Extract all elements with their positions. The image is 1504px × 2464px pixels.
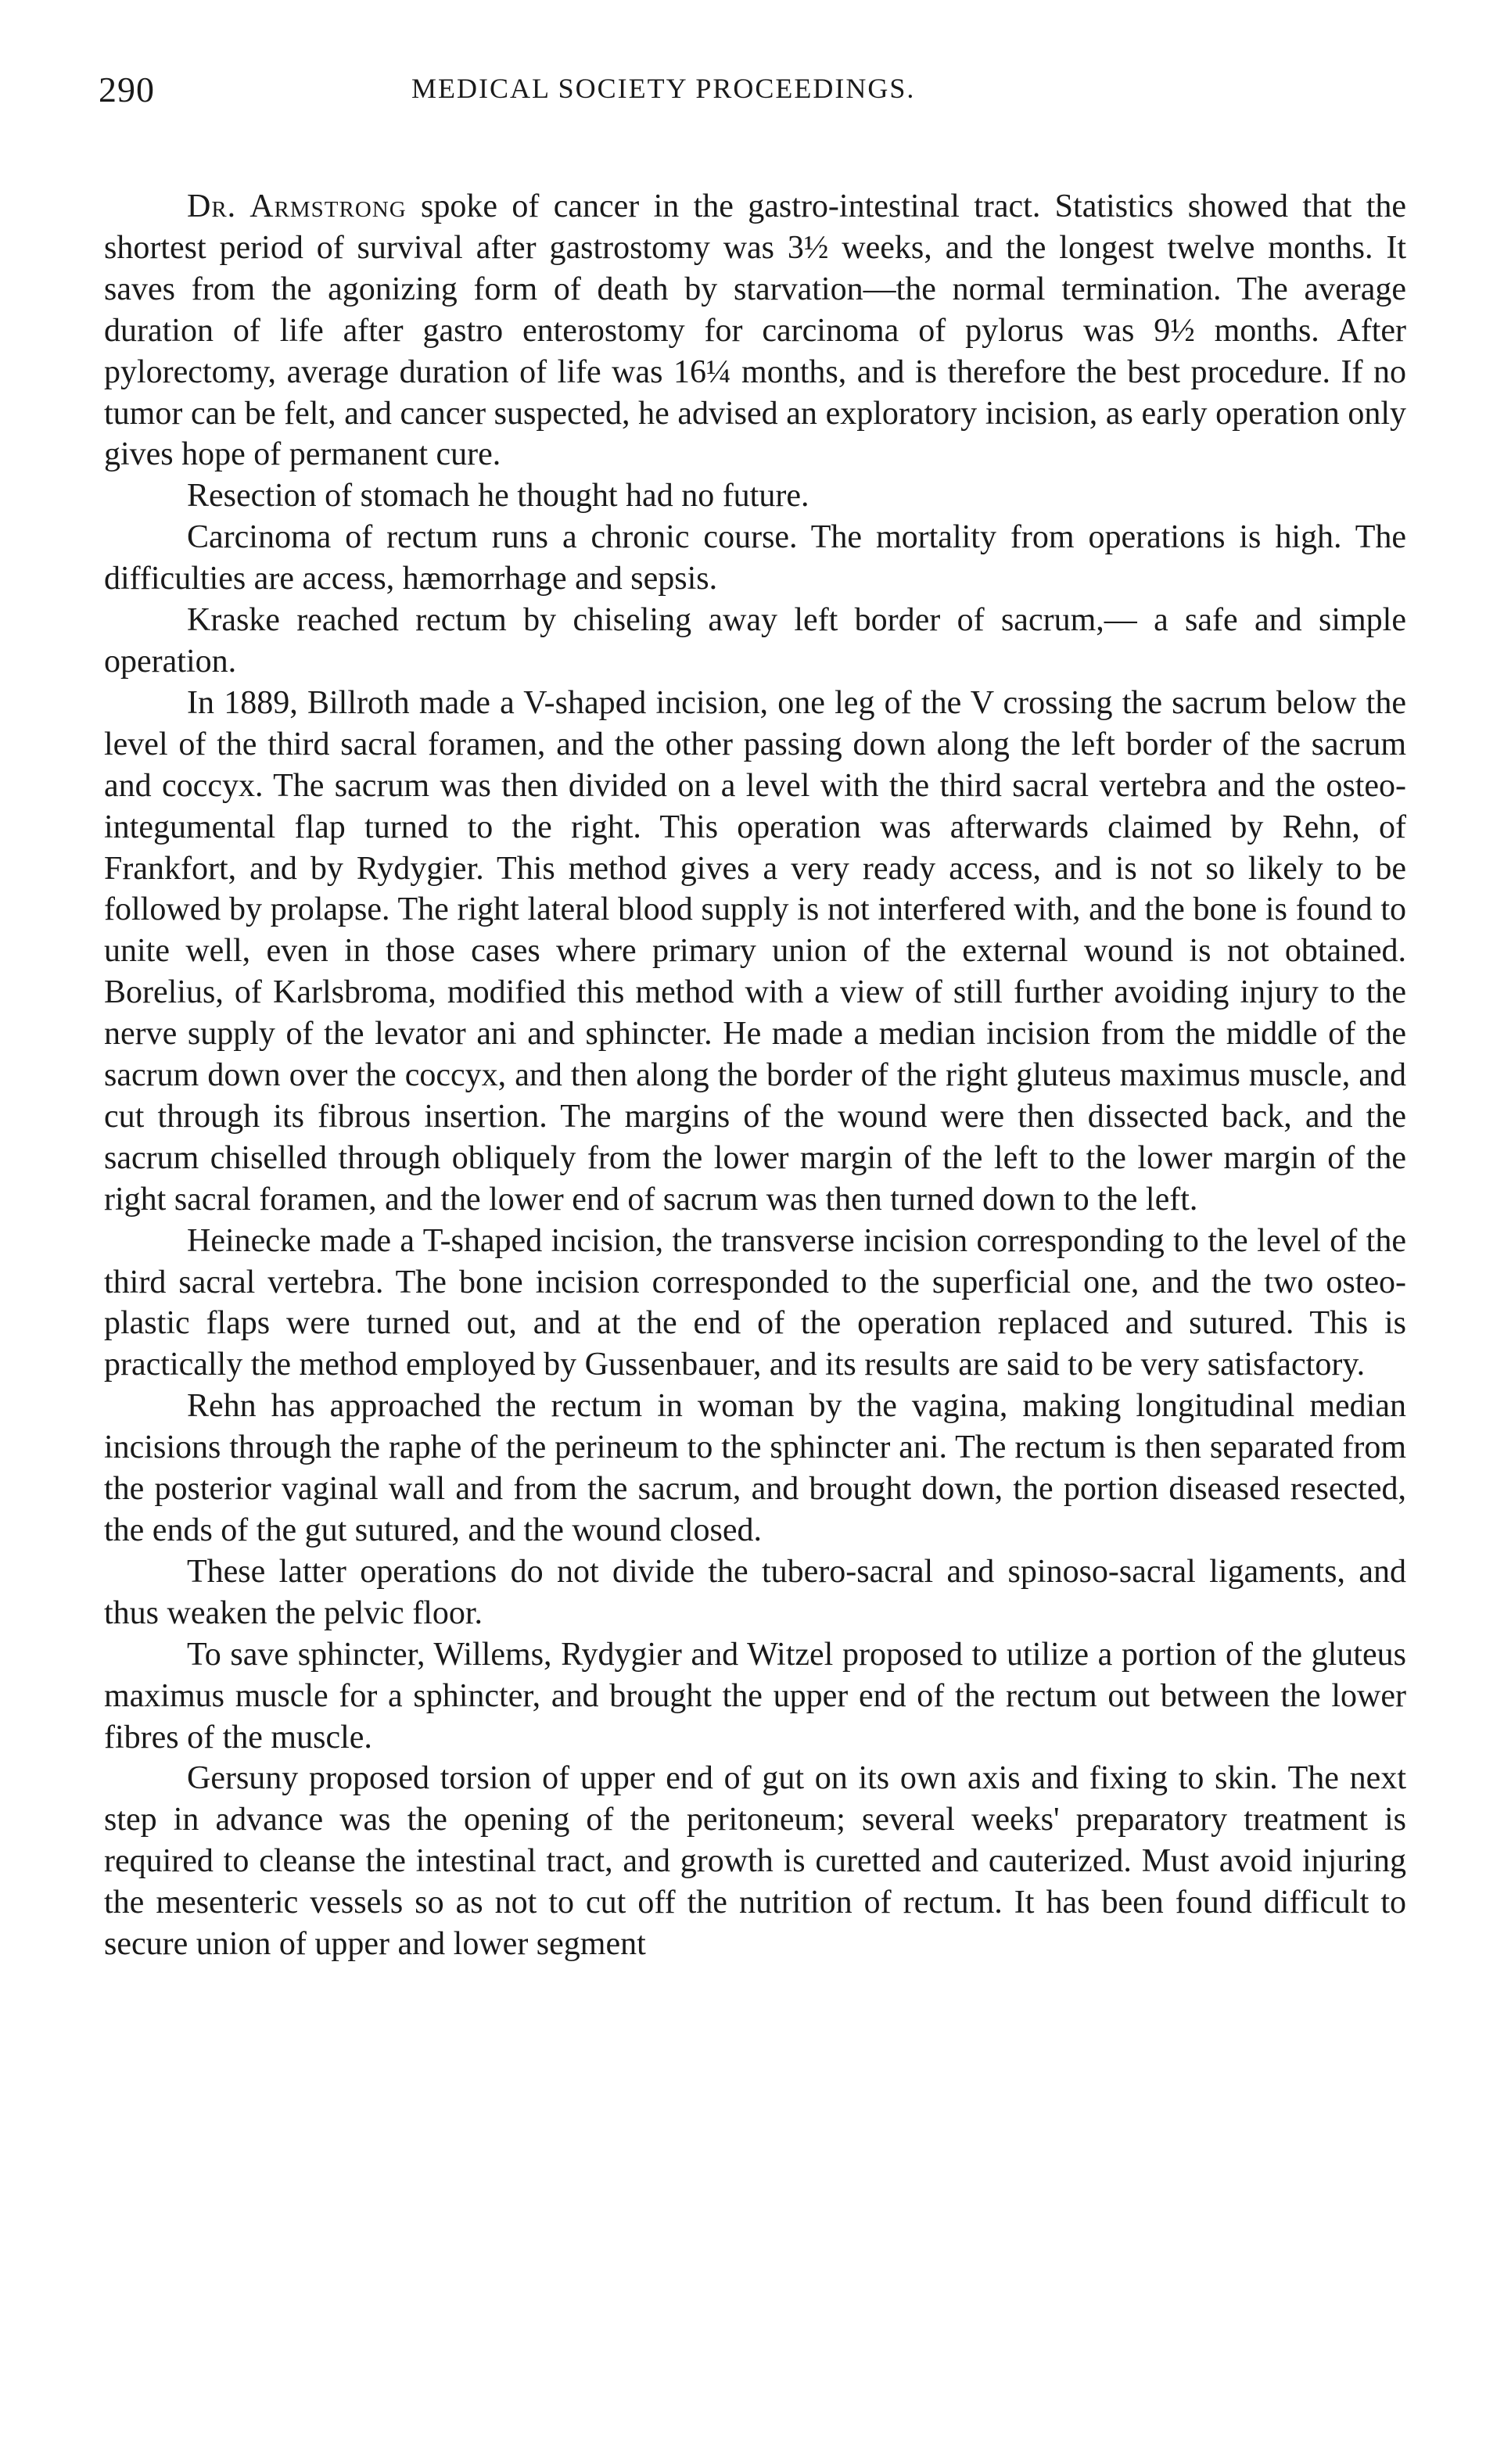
paragraph-billroth: In 1889, Billroth made a V-shaped incision, one leg of the V crossing the sacrum below the level of the third sacral foramen, and the other passing down along the left border of the sacrum and coccyx. The sacrum was then divided on a level with the third sacral vertebra and the osteo-integumental flap turned to the right. This operation was afterwards claimed by Rehn, of Frankfort, and by Rydygier. This method gives a very ready access, and is not so likely to be followed by prolapse. The right lateral blood supply is not interfered with, and the bone is found to unite well, even in those cases where primary union of the external wound is not obtained. Borelius, of Karlsbroma, modified this method with a view of still further avoiding injury to the nerve supply of the levator ani and sphincter. He made a median incision from the middle of the sacrum down over the coccyx, and then along the border of the right gluteus maximus muscle, and cut through its fibrous insertion. The margins of the wound were then dissected back, and the sacrum chiselled through obliquely from the lower margin of the left to the lower margin of the right sacral foramen, and the lower end of sacrum was then turned down to the left. [104, 684, 1406, 1218]
paragraph-kraske: Kraske reached rectum by chiseling away left border of sacrum,— a safe and simple operation. [104, 602, 1406, 680]
paragraph-ligaments: These latter operations do not divide the tubero-sacral and spinoso-sacral ligaments, and thus weaken the pelvic floor. [104, 1553, 1406, 1631]
paragraph-heinecke: Heinecke made a T-shaped incision, the transverse incision corresponding to the level of the third sacral vertebra. The bone incision corresponded to the superficial one, and the two osteo-plastic flaps were turned out, and at the end of the operation replaced and sutured. This is practically the method employed by Gussenbauer, and its results are said to be very satisfactory. [104, 1222, 1406, 1383]
paragraph-carcinoma-rectum: Carcinoma of rectum runs a chronic course. The mortality from operations is high. The difficulties are access, hæmorrhage and sepsis. [104, 519, 1406, 597]
body-text [104, 186, 1406, 1965]
paragraph-rehn: Rehn has approached the rectum in woman by the vagina, making longitudinal median incisions through the raphe of the perineum to the sphincter ani. The rectum is then separated from the posterior vaginal wall and from the sacrum, and brought down, the portion diseased resected, the ends of the gut sutured, and the wound closed. [104, 1388, 1406, 1548]
paragraph-text: spoke of cancer in the gastro-intestinal tract. Statistics showed that the shortest period of survival after gastrostomy was 3½ weeks, and the longest twelve months. It saves from the agonizing form of death by starvation—the normal termination. The average duration of life after gastro enterostomy for carcinoma of pylorus was 9½ months. After pylorectomy, average duration of life was 16¼ months, and is therefore the best procedure. If no tumor can be felt, and cancer suspected, he advised an exploratory incision, as early operation only gives hope of permanent cure. [104, 188, 1407, 473]
running-head [99, 69, 1420, 116]
paragraph-gersuny: Gersuny proposed torsion of upper end of gut on its own axis and fixing to skin. The next step in advance was the opening of the peritoneum; several weeks' preparatory treatment is required to cleanse the intestinal tract, and growth is curetted and cauterized. Must avoid injuring the mesenteric vessels so as not to cut off the nutrition of rectum. It has been found difficult to secure union of upper and lower segment [104, 1760, 1406, 1963]
speaker-name: Dr. Armstrong [187, 188, 407, 224]
journal-title: MEDICAL SOCIETY PROCEEDINGS. [411, 73, 916, 104]
paragraph-resection: Resection of stomach he thought had no future. [187, 478, 809, 515]
paragraph-armstrong [104, 186, 1406, 475]
page-number: 290 [99, 70, 155, 109]
paragraph-sphincter: To save sphincter, Willems, Rydygier and Witzel proposed to utilize a portion of the gluteus maximus muscle for a sphincter, and brought the upper end of the rectum out between the lower fibres of the muscle. [104, 1636, 1406, 1756]
